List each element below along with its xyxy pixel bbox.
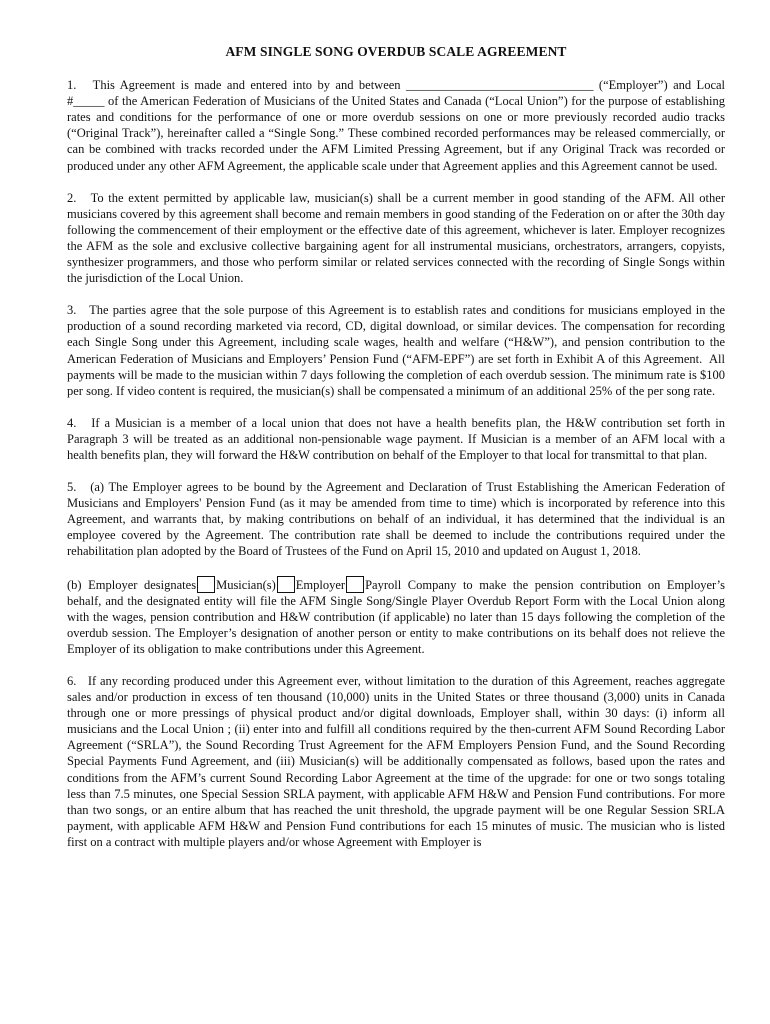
p1-lead: 1. This Agreement is made and entered into by and between <box>67 78 401 93</box>
paragraph-2: 2. To the extent permitted by applicable law, musician(s) shall be a current member in good standing of the AFM. All other musicians covered by this agreement shall become and remain members in good standing of the Federation on or after the 30th day following the commencement of their employment or the effective date of this agreement, whichever is later. Employer recognizes the AFM as the sole and exclusive collective bargaining agent for all instrumental musicians, orchestrators, arrangers, copyists, synthesizer programmers, and those who perform similar or related services connected with the recording of Single Songs within the jurisdiction of the Local Union. <box>67 190 725 286</box>
employer-option-label: Employer <box>295 577 346 592</box>
paragraph-5a: 5. (a) The Employer agrees to be bound by the Agreement and Declaration of Trust Establishing the American Federation of Musicians and Employers' Pension Fund (as it may be amended from time to time) which is incorporated by reference into this Agreement, and warrants that, by making contributions on behalf of an individual, it has determined that the individual is an employee covered by the Agreement. The contribution rate shall be deemed to include the contributions required under the rehabilitation plan adopted by the Board of Trustees of the Fund on April 15, 2010 and updated on August 1, 2018. <box>67 480 725 559</box>
employer-checkbox[interactable] <box>277 576 295 593</box>
local-number-field[interactable]: _____ <box>73 94 105 109</box>
agreement-page <box>67 44 725 850</box>
paragraph-1 <box>67 77 725 174</box>
p5b-rest: to make the pension contribution on Employer’s behalf, and the designated entity will file the AFM Single Song/Single Player Overdub Report Form with the Local Union along with the wages, pension contribution and H&W contribution (if applicable) no later than 15 days following the completion of the overdub session. The Employer’s designation of another person or entity to make contributions on its behalf does not relieve the Employer of its obligation to make contributions under this Agreement. <box>67 577 726 656</box>
musician-checkbox[interactable] <box>197 576 215 593</box>
document-title: AFM SINGLE SONG OVERDUB SCALE AGREEMENT <box>225 44 567 59</box>
paragraph-3: 3. The parties agree that the sole purpose of this Agreement is to establish rates and conditions for musicians employed in the production of a sound recording marketed via record, CD, digital download, or similar devices. The compensation for recording each Single Song under this Agreement, including scale wages, health and welfare (“H&W”), and pension contribution to the American Federation of Musicians and Employers’ Pension Fund (“AFM-EPF”) are set forth in Exhibit A of this Agreement. All payments will be made to the musician within 7 days following the completion of each overdub session. The minimum rate is $100 per song. If video content is required, the musician(s) shall be compensated a minimum of an additional 25% of the per song rate. <box>67 303 725 398</box>
paragraph-4: 4. If a Musician is a member of a local union that does not have a health benefits plan, the H&W contribution set forth in Paragraph 3 will be treated as an additional non-pensionable wage payment. If Musician is a member of an AFM local with a health benefits plan, they will forward the H&W contribution on behalf of the Employer to that local for transmittal to that plan. <box>67 415 725 462</box>
p1-mid: (“Employer”) and Local # <box>67 78 726 109</box>
payroll-company-checkbox[interactable] <box>346 576 364 593</box>
p1-rest: of the American Federation of Musicians of the United States and Canada (“Local Union”) for the purpose of establishing rates and conditions for the performance of one or more overdub sessions on one or more previously recorded audio tracks (“Original Track”), hereinafter called a “Single Song.” These combined recorded performances may be released commercially, or can be combined with tracks recorded under the AFM Limited Pressing Agreement, but if any Original Track was recorded or produced under any other AFM Agreement, the applicable scale under that Agreement applies and this Agreement cannot be used. <box>67 94 725 173</box>
p5b-lead: (b) Employer designates <box>67 577 197 592</box>
musician-option-label: Musician(s) <box>216 577 276 592</box>
paragraph-5b <box>67 576 725 657</box>
paragraph-6: 6. If any recording produced under this Agreement ever, without limitation to the duration of this Agreement, reaches aggregate sales and/or production in excess of ten thousand (10,000) units in the United States or three thousand (3,000) units in Canada through one or more pressings of physical product and/or digital downloads, Employer shall, within 30 days: (i) inform all musicians and the Local Union ; (ii) enter into and fulfill all conditions required by the then-current AFM Sound Recording Labor Agreement (“SRLA”), the Sound Recording Trust Agreement for the AFM Employers Pension Fund, and the Sound Recording Special Payments Fund Agreement, and (iii) Musician(s) will be additionally compensated as follows, based upon the rates and conditions from the AFM’s current Sound Recording Labor Agreement at the time of the upgrade: for one or two songs totaling less than 7.5 minutes, one Special Session SRLA payment, with applicable AFM H&W and Pension Fund contributions. For more than two songs, or an entire album that has reached the unit threshold, the upgrade payment will be one Regular Session SRLA payment, with applicable AFM H&W and Pension Fund contributions for each 15 minutes of music. The musician who is listed first on a contract with multiple players and/or whose Agreement with Employer is <box>67 674 725 849</box>
payroll-company-option-label: Payroll Company <box>365 577 457 592</box>
employer-name-field[interactable]: ______________________________ <box>400 78 599 93</box>
